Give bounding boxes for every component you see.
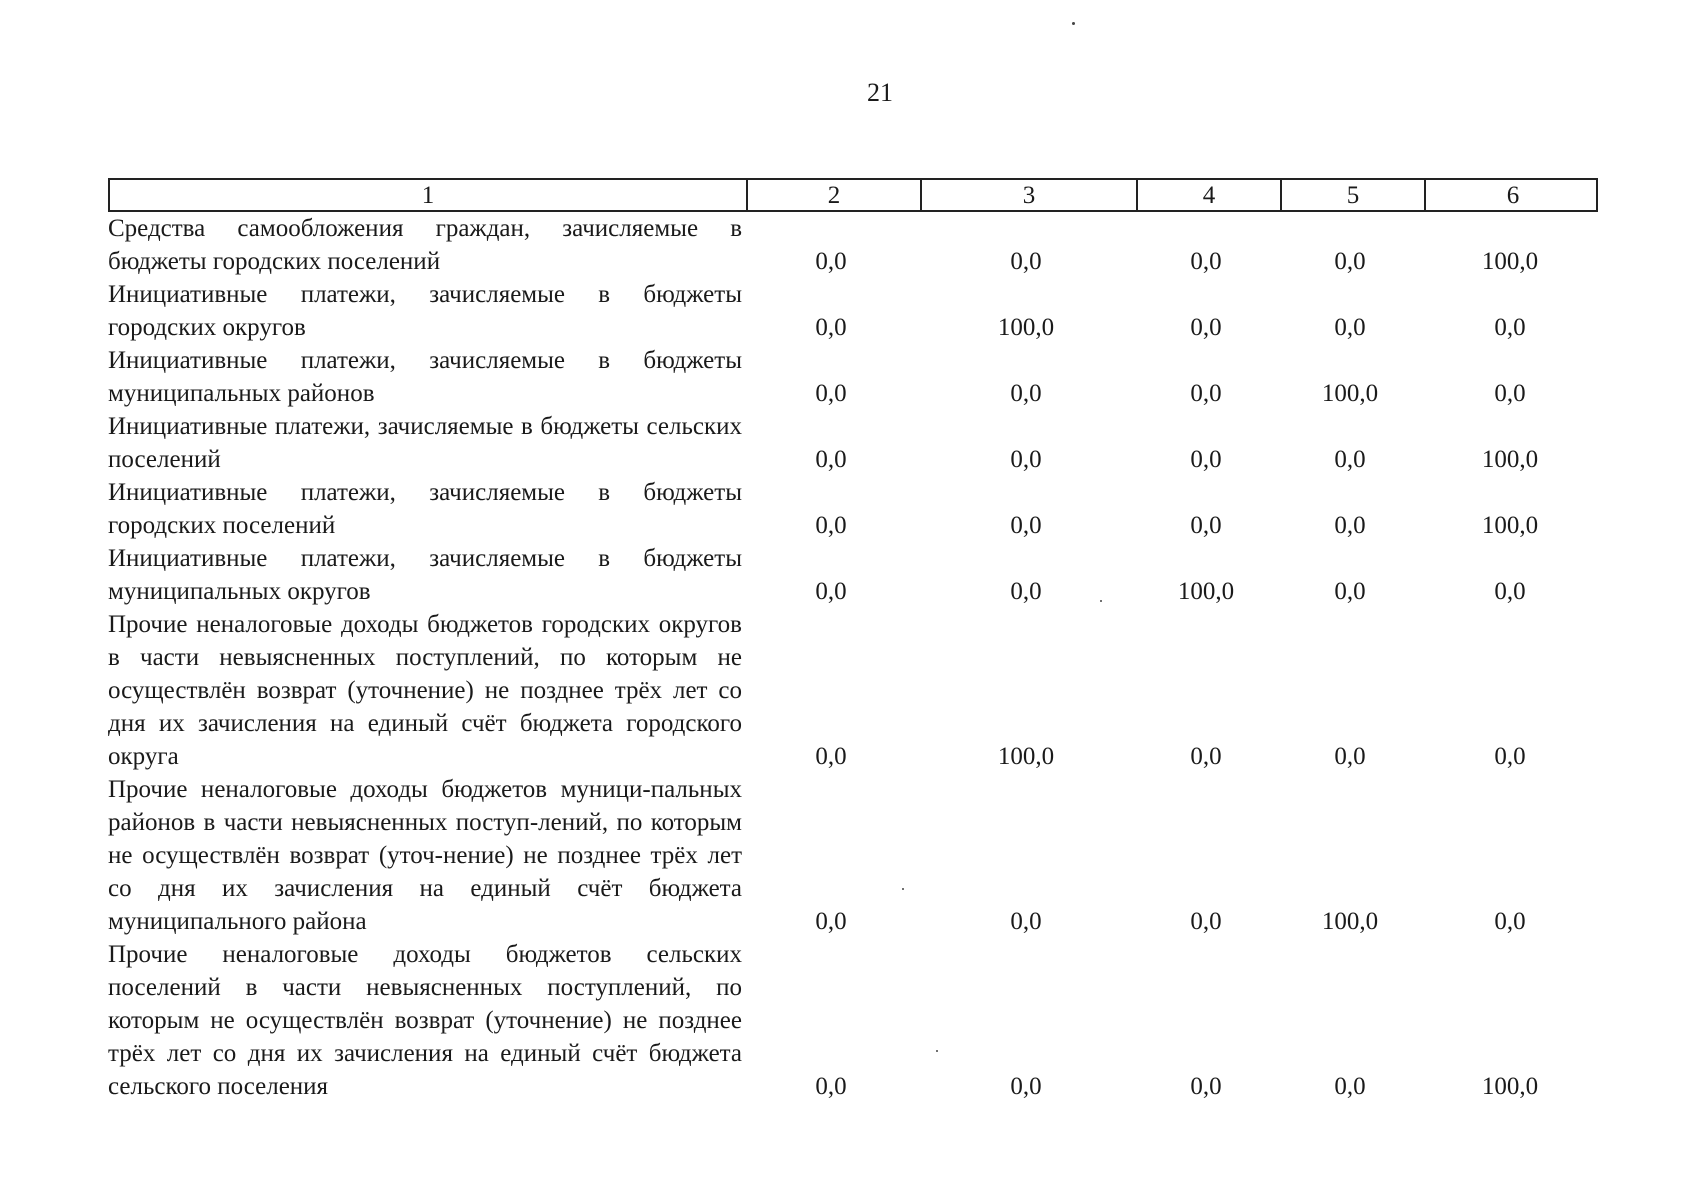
row-value-col-2: 0,0 <box>815 1073 847 1100</box>
row-value-col-6: 100,0 <box>1481 248 1539 275</box>
row-value-col-3: 0,0 <box>1010 908 1042 935</box>
row-value-col-4: 0,0 <box>1190 908 1222 935</box>
row-value-col-4: 0,0 <box>1190 512 1222 539</box>
row-value-col-2: 0,0 <box>815 380 847 407</box>
row-description: Средства самообложения граждан, зачисляемые в бюджеты городских поселений <box>108 215 742 275</box>
row-value-col-6: 0,0 <box>1494 578 1526 605</box>
row-value-col-4: 0,0 <box>1190 446 1222 473</box>
row-description: Инициативные платежи, зачисляемые в бюджеты муниципальных округов <box>108 545 742 605</box>
table-body <box>108 212 1598 1103</box>
revenue-distribution-table <box>108 178 1598 1103</box>
row-value-col-6: 100,0 <box>1481 512 1539 539</box>
row-value-col-2: 0,0 <box>815 908 847 935</box>
table-row <box>108 608 1598 773</box>
row-value-col-5: 0,0 <box>1334 248 1366 275</box>
row-value-col-4: 0,0 <box>1190 743 1222 770</box>
column-header-5: 5 <box>1280 180 1424 210</box>
row-value-col-5: 0,0 <box>1334 446 1366 473</box>
scan-speck <box>1100 600 1102 602</box>
row-value-col-6: 100,0 <box>1481 1073 1539 1100</box>
row-value-col-3: 100,0 <box>997 314 1055 341</box>
row-value-col-5: 100,0 <box>1321 908 1379 935</box>
row-value-col-3: 0,0 <box>1010 578 1042 605</box>
row-value-col-2: 0,0 <box>815 743 847 770</box>
table-row <box>108 476 1598 542</box>
row-value-col-5: 0,0 <box>1334 314 1366 341</box>
row-value-col-6: 0,0 <box>1494 908 1526 935</box>
row-value-col-2: 0,0 <box>815 314 847 341</box>
scan-speck <box>902 888 904 890</box>
column-header-3: 3 <box>920 180 1136 210</box>
table-row <box>108 410 1598 476</box>
column-header-4: 4 <box>1136 180 1280 210</box>
row-value-col-6: 0,0 <box>1494 314 1526 341</box>
row-value-col-3: 0,0 <box>1010 446 1042 473</box>
row-value-col-6: 100,0 <box>1481 446 1539 473</box>
row-value-col-2: 0,0 <box>815 578 847 605</box>
row-value-col-5: 100,0 <box>1321 380 1379 407</box>
row-description: Прочие неналоговые доходы бюджетов муници-пальных районов в части невыясненных поступ-лений, по которым не осуществлён возврат (уточ-нение) не позднее трёх лет со дня их зачисления на единый счёт бюджета муниципального района <box>108 776 742 935</box>
table-row <box>108 278 1598 344</box>
column-header-2: 2 <box>746 180 920 210</box>
row-value-col-3: 0,0 <box>1010 512 1042 539</box>
row-value-col-3: 0,0 <box>1010 380 1042 407</box>
row-value-col-3: 0,0 <box>1010 1073 1042 1100</box>
table-row <box>108 773 1598 938</box>
scan-speck <box>1072 22 1075 25</box>
row-value-col-5: 0,0 <box>1334 743 1366 770</box>
row-value-col-4: 0,0 <box>1190 380 1222 407</box>
table-header-row <box>108 178 1598 212</box>
row-value-col-5: 0,0 <box>1334 578 1366 605</box>
table-row <box>108 542 1598 608</box>
page-number: 21 <box>867 78 893 107</box>
row-description: Инициативные платежи, зачисляемые в бюджеты муниципальных районов <box>108 347 742 407</box>
row-value-col-6: 0,0 <box>1494 743 1526 770</box>
row-value-col-2: 0,0 <box>815 446 847 473</box>
row-value-col-3: 0,0 <box>1010 248 1042 275</box>
row-value-col-4: 0,0 <box>1190 1073 1222 1100</box>
column-header-1: 1 <box>421 182 435 209</box>
row-value-col-3: 100,0 <box>997 743 1055 770</box>
table-row <box>108 344 1598 410</box>
row-description: Прочие неналоговые доходы бюджетов городских округов в части невыясненных поступлений, по которым не осуществлён возврат (уточнение) не позднее трёх лет со дня их зачисления на единый счёт бюджета городского округа <box>108 611 742 770</box>
row-value-col-2: 0,0 <box>815 512 847 539</box>
row-value-col-2: 0,0 <box>815 248 847 275</box>
row-description: Прочие неналоговые доходы бюджетов сельских поселений в части невыясненных поступлений, по которым не осуществлён возврат (уточнение) не позднее трёх лет со дня их зачисления на единый счёт бюджета сельского поселения <box>108 941 742 1100</box>
scan-speck <box>936 1050 938 1052</box>
row-value-col-4: 0,0 <box>1190 314 1222 341</box>
row-value-col-5: 0,0 <box>1334 512 1366 539</box>
row-description: Инициативные платежи, зачисляемые в бюджеты городских округов <box>108 281 742 341</box>
row-value-col-4: 0,0 <box>1190 248 1222 275</box>
row-value-col-4: 100,0 <box>1177 578 1235 605</box>
row-description: Инициативные платежи, зачисляемые в бюджеты сельских поселений <box>108 413 742 473</box>
row-value-col-5: 0,0 <box>1334 1073 1366 1100</box>
row-value-col-6: 0,0 <box>1494 380 1526 407</box>
table-row <box>108 212 1598 278</box>
column-header-6: 6 <box>1424 180 1600 210</box>
row-description: Инициативные платежи, зачисляемые в бюджеты городских поселений <box>108 479 742 539</box>
table-row <box>108 938 1598 1103</box>
